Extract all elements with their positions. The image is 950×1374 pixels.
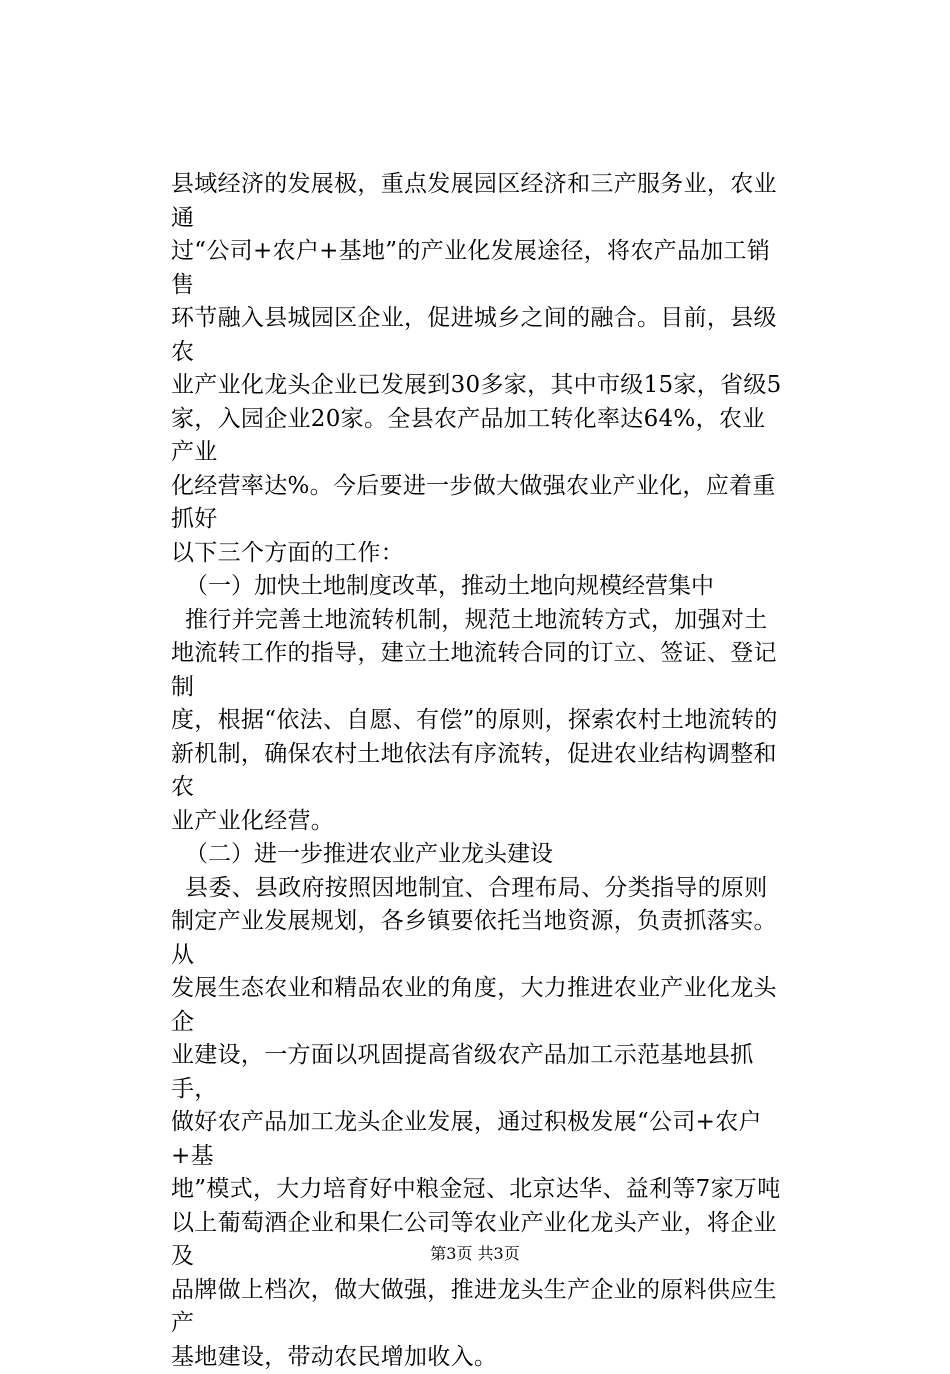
page-footer [0,1244,950,1264]
paragraph-2-text: 推行并完善土地流转机制，规范土地流转方式，加强对土 地流转工作的指导，建立土地流转合同的订立、签证、登记制 度，根据“依法、自愿、有偿”的原则，探索农村土地流转的 新机制，确保农村土地依法有序流转，促进农业结构调整和农 业产业化经营。 [171,607,778,834]
paragraph-3-text: 县委、县政府按照因地制宜、合理布局、分类指导的原则 制定产业发展规划，各乡镇要依托当地资源，负责抓落实。从 发展生态农业和精品农业的角度，大力推进农业产业化龙头企 业建设，一方面以巩固提高省级农产品加工示范基地县抓手， 做好农产品加工龙头企业发展，通过积极发展“公司+农户+基 地”模式，大力培育好中粮金冠、北京达华、益利等7家万吨 以上葡萄酒企业和果仁公司等农业产业化龙头产业，将企业及 品牌做上档次，做大做强，推进龙头生产企业的原料供应生产 基地建设，带动农民增加收入。 [171,875,781,1370]
paragraph-2 [171,604,783,839]
section-heading-1: （一）加快土地制度改革，推动土地向规模经营集中 [171,570,783,604]
page-number-label: 第3页 共3页 [430,1244,519,1263]
section-heading-2: （二）进一步推进农业产业龙头建设 [171,838,783,872]
paragraph-3 [171,872,783,1374]
body-text [171,168,783,1374]
paragraph-1: 县域经济的发展极，重点发展园区经济和三产服务业，农业通 过“公司+农户+基地”的产业化发展途径，将农产品加工销售 环节融入县城园区企业，促进城乡之间的融合。目前，县级农 业产业化龙头企业已发展到30多家，其中市级15家，省级5 家，入园企业20家。全县农产品加工转化率达64%，农业产业 化经营率达%。今后要进一步做大做强农业产业化，应着重抓好 以下三个方面的工作： [171,168,783,570]
